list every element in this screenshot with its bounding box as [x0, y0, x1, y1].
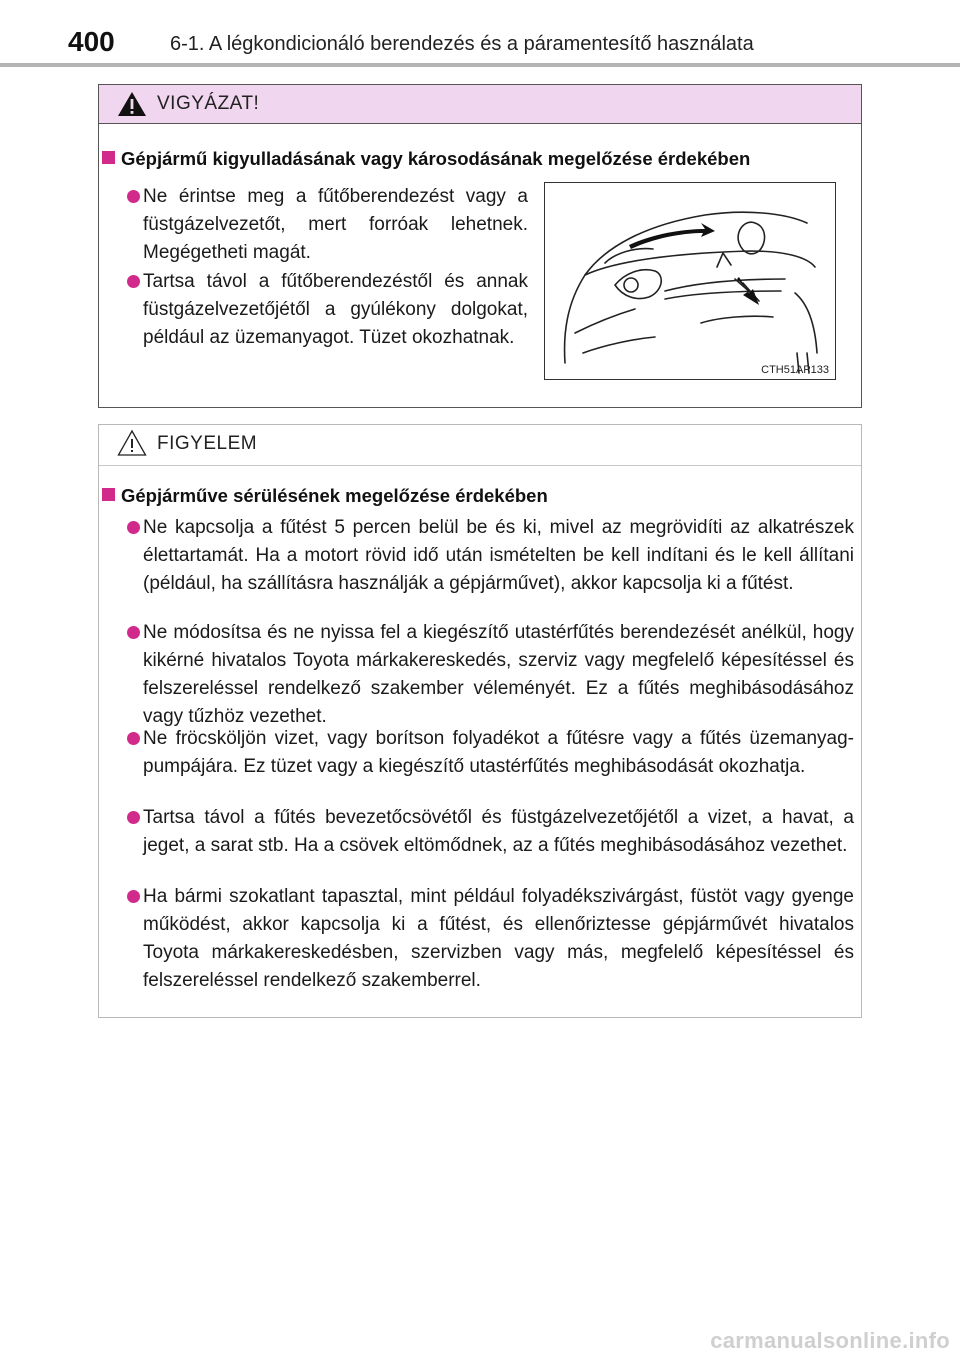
caution-section-title [102, 485, 548, 507]
caution-bullet-4-text: Tartsa távol a fűtés bevezetőcsövétől és füstgázelvezetőjétől a vizet, a havat, a jeget, a sarat stb. Ha a csövek eltömődnek, az a fűtés meghibásodásához vezethet. [143, 807, 854, 856]
bullet-dot-icon [127, 890, 140, 903]
warning-bullet-1 [143, 183, 528, 267]
header-divider [0, 63, 960, 67]
bullet-dot-icon [127, 626, 140, 639]
page-header [68, 24, 928, 68]
page-number: 400 [68, 26, 115, 57]
warning-label: VIGYÁZAT! [157, 93, 260, 114]
bullet-dot-icon [127, 521, 140, 534]
caution-label: FIGYELEM [157, 433, 258, 454]
caution-triangle-icon [117, 429, 147, 457]
bullet-dot-icon [127, 275, 140, 288]
car-illustration [544, 182, 836, 380]
caution-bullet-3 [143, 725, 854, 781]
bullet-dot-icon [127, 811, 140, 824]
caution-bullet-3-text: Ne fröcsköljön vizet, vagy borítson folyadékot a fűtésre vagy a fűtés üzemanyag-pumpájára. Ez tüzet vagy a kiegészítő utastérfűtés meghibásodását okozhatja. [143, 728, 854, 777]
warning-section-title [102, 148, 750, 170]
square-bullet-icon [102, 151, 115, 164]
car-front-illustration [545, 183, 835, 379]
caution-bullet-4 [143, 804, 854, 860]
warning-triangle-icon [117, 91, 147, 117]
bullet-dot-icon [127, 732, 140, 745]
warning-header [99, 85, 861, 124]
caution-bullet-5 [143, 883, 854, 995]
warning-bullet-1-text: Ne érintse meg a fűtőberendezést vagy a füstgázelvezetőt, mert forróak lehetnek. Megégetheti magát. [143, 186, 528, 263]
warning-bullet-2 [143, 268, 528, 352]
warning-section-text: Gépjármű kigyulladásának vagy károsodásának megelőzése érdekében [121, 148, 751, 169]
caution-bullet-2 [143, 619, 854, 731]
chapter-title: 6-1. A légkondicionáló berendezés és a páramentesítő használata [170, 33, 754, 55]
figure-code: CTH51AP133 [761, 364, 829, 376]
warning-bullet-2-text: Tartsa távol a fűtőberendezéstől és annak füstgázelvezetőjétől a gyúlékony dolgokat, például az üzemanyagot. Tüzet okozhatnak. [143, 271, 528, 348]
caution-bullet-1 [143, 514, 854, 598]
caution-header [99, 425, 861, 466]
caution-bullet-5-text: Ha bármi szokatlant tapasztal, mint például folyadékszivárgást, füstöt vagy gyenge működést, akkor kapcsolja ki a fűtést, és ellenőriztesse gépjárművét hivatalos Toyota márkakereskedésben, szervizben vagy más, megfelelő képesítéssel és felszereléssel rendelkező szakemberrel. [143, 886, 854, 991]
caution-bullet-1-text: Ne kapcsolja a fűtést 5 percen belül be és ki, mivel az megrövidíti az alkatrészek élettartamát. Ha a motort rövid idő után ismételten be kell indítani és le kell állítani (például, ha szállításra használják a gépjárművet), akkor kapcsolja ki a fűtést. [143, 517, 854, 594]
caution-bullet-2-text: Ne módosítsa és ne nyissa fel a kiegészítő utastérfűtés berendezését anélkül, hogy kikérné hivatalos Toyota márkakereskedés, szerviz vagy megfelelő képesítéssel és felszereléssel rendelkező szakember véleményét. Ez a fűtés meghibásodásához vagy tűzhöz vezethet. [143, 622, 854, 727]
caution-section-text: Gépjárművе sérülésének megelőzése érdekében [121, 485, 548, 506]
square-bullet-icon [102, 488, 115, 501]
bullet-dot-icon [127, 190, 140, 203]
watermark: carmanualsonline.info [710, 1328, 950, 1353]
